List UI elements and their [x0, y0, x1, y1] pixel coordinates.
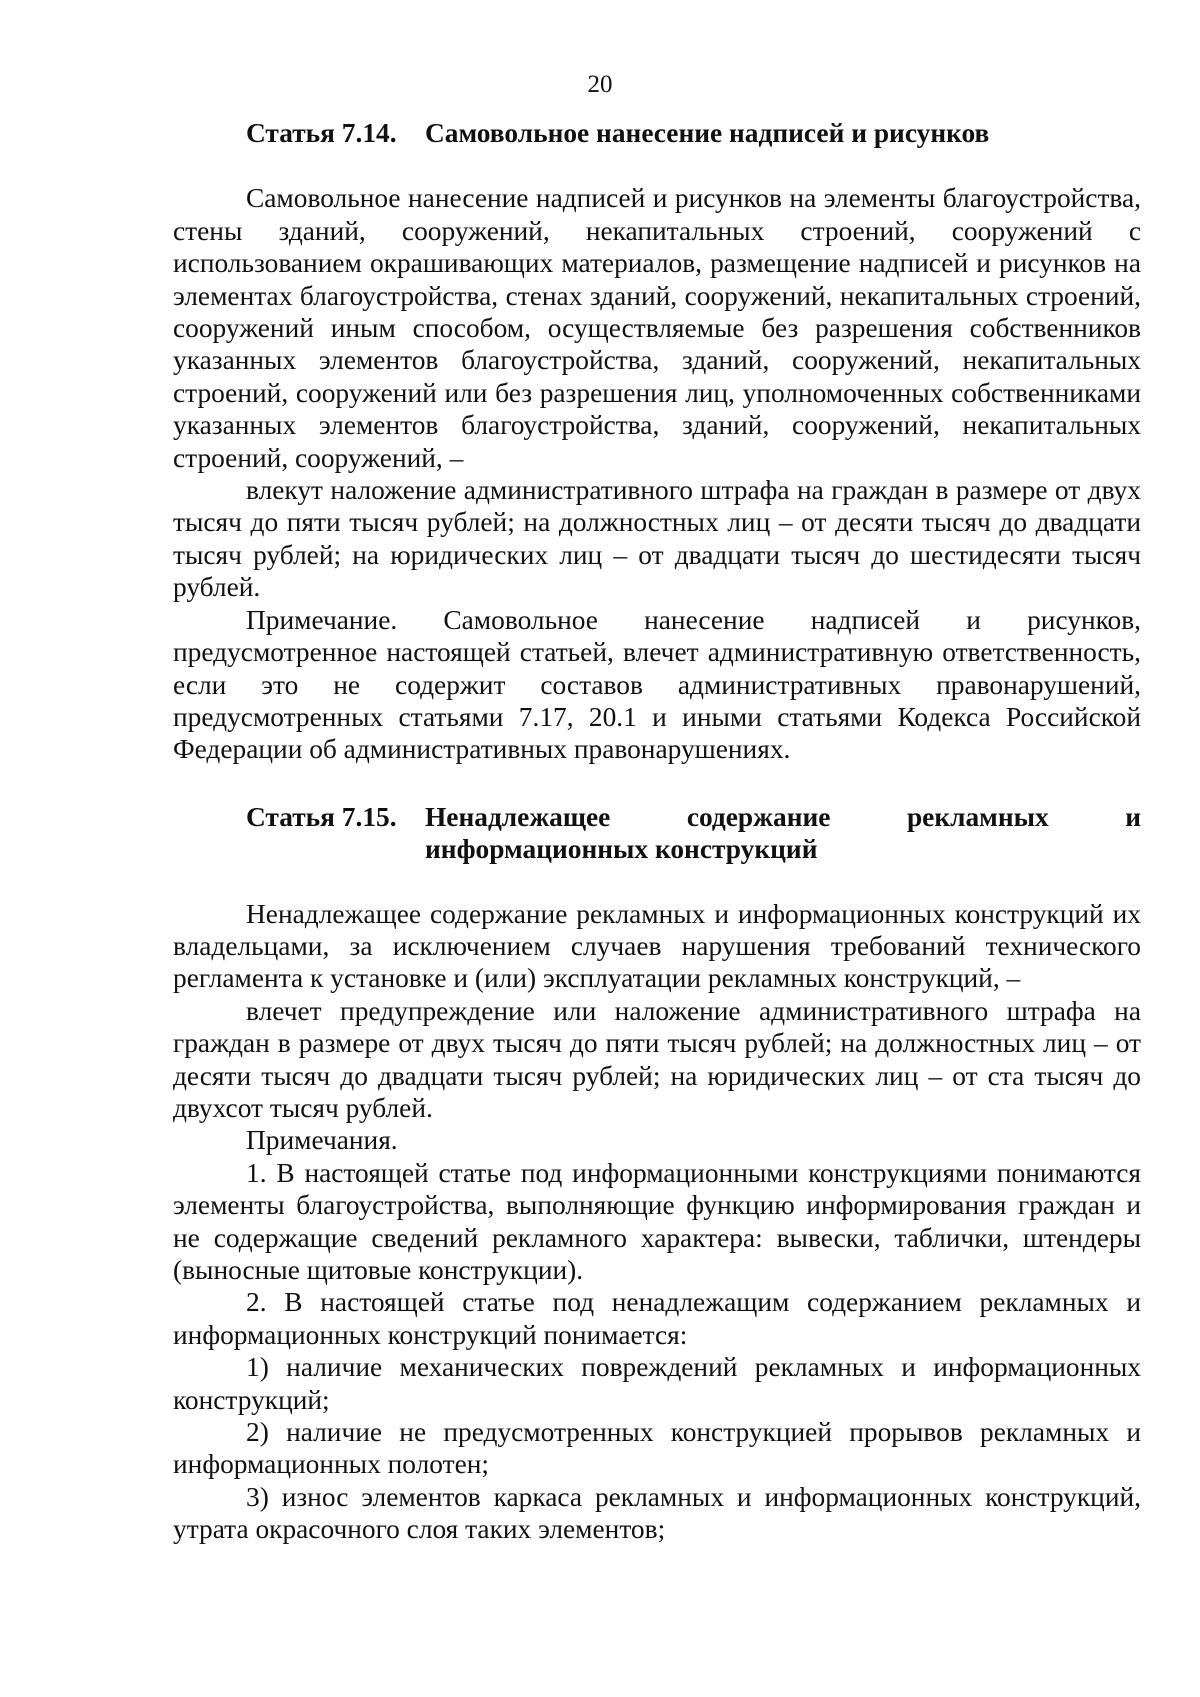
article-paragraph: влечет предупреждение или наложение административного штрафа на граждан в размере от двух тысяч до пяти тысяч рублей; на должностных лиц – от десяти тысяч до двадцати тысяч рублей; на юридических лиц – от ста тысяч до двухсот тысяч рублей. — [173, 995, 1141, 1123]
article-number: Статья 7.14. — [246, 118, 397, 148]
article-paragraph: Самовольное нанесение надписей и рисунков на элементы благоустройства, стены зданий, сооружений, некапитальных строений, сооружений с использованием окрашивающих материалов, размещение надписей и рисунков на элементах благоустройства, стенах зданий, сооружений, некапитальных строений, сооружений иным способом, осуществляемые без разрешения собственников указанных элементов благоустройства, зданий, сооружений, некапитальных строений, сооружений или без разрешения лиц, уполномоченных собственниками указанных элементов благоустройства, зданий, сооружений, некапитальных строений, сооружений, – — [173, 183, 1141, 473]
article-list-item: 1) наличие механических повреждений рекламных и информационных конструкций; — [173, 1352, 1141, 1415]
article-7-14 — [173, 117, 1141, 766]
article-notes-label: Примечания. — [246, 1125, 398, 1156]
article-heading — [173, 801, 1141, 866]
article-title: Самовольное нанесение надписей и рисунков — [425, 118, 990, 148]
article-7-15 — [173, 801, 1141, 1546]
page-number: 20 — [587, 71, 613, 98]
article-list-item: 2) наличие не предусмотренных конструкцией прорывов рекламных и информационных полотен; — [173, 1417, 1141, 1480]
article-list-item: 3) износ элементов каркаса рекламных и информационных конструкций, утрата окрасочного слоя таких элементов; — [173, 1481, 1141, 1545]
article-paragraph: Ненадлежащее содержание рекламных и информационных конструкций их владельцами, за исключением случаев нарушения требований технического регламента к установке и (или) эксплуатации рекламных конструкций, – — [173, 898, 1141, 994]
article-note-item: 2. В настоящей статье под ненадлежащим содержанием рекламных и информационных конструкций понимается: — [173, 1287, 1141, 1350]
article-heading — [173, 117, 1141, 149]
article-note: Примечание. Самовольное нанесение надписей и рисунков, предусмотренное настоящей статьей, влечет административную ответственность, если это не содержит составов административных правонарушений, предусмотренных статьями 7.17, 20.1 и иными статьями Кодекса Российской Федерации об административных правонарушениях. — [173, 604, 1141, 765]
page-content — [173, 117, 1141, 1546]
article-number: Статья 7.15. — [246, 801, 397, 832]
article-title: Ненадлежащее содержание рекламных и информационных конструкций — [425, 801, 1141, 865]
article-paragraph: влекут наложение административного штрафа на граждан в размере от двух тысяч до пяти тысяч рублей; на должностных лиц – от десяти тысяч до двадцати тысяч рублей; на юридических лиц – от двадцати тысяч до шестидесяти тысяч рублей. — [173, 475, 1141, 603]
article-note-item: 1. В настоящей статье под информационными конструкциями понимаются элементы благоустройства, выполняющие функцию информирования граждан и не содержащие сведений рекламного характера: вывески, таблички, штендеры (выносные щитовые конструкции). — [173, 1157, 1141, 1285]
